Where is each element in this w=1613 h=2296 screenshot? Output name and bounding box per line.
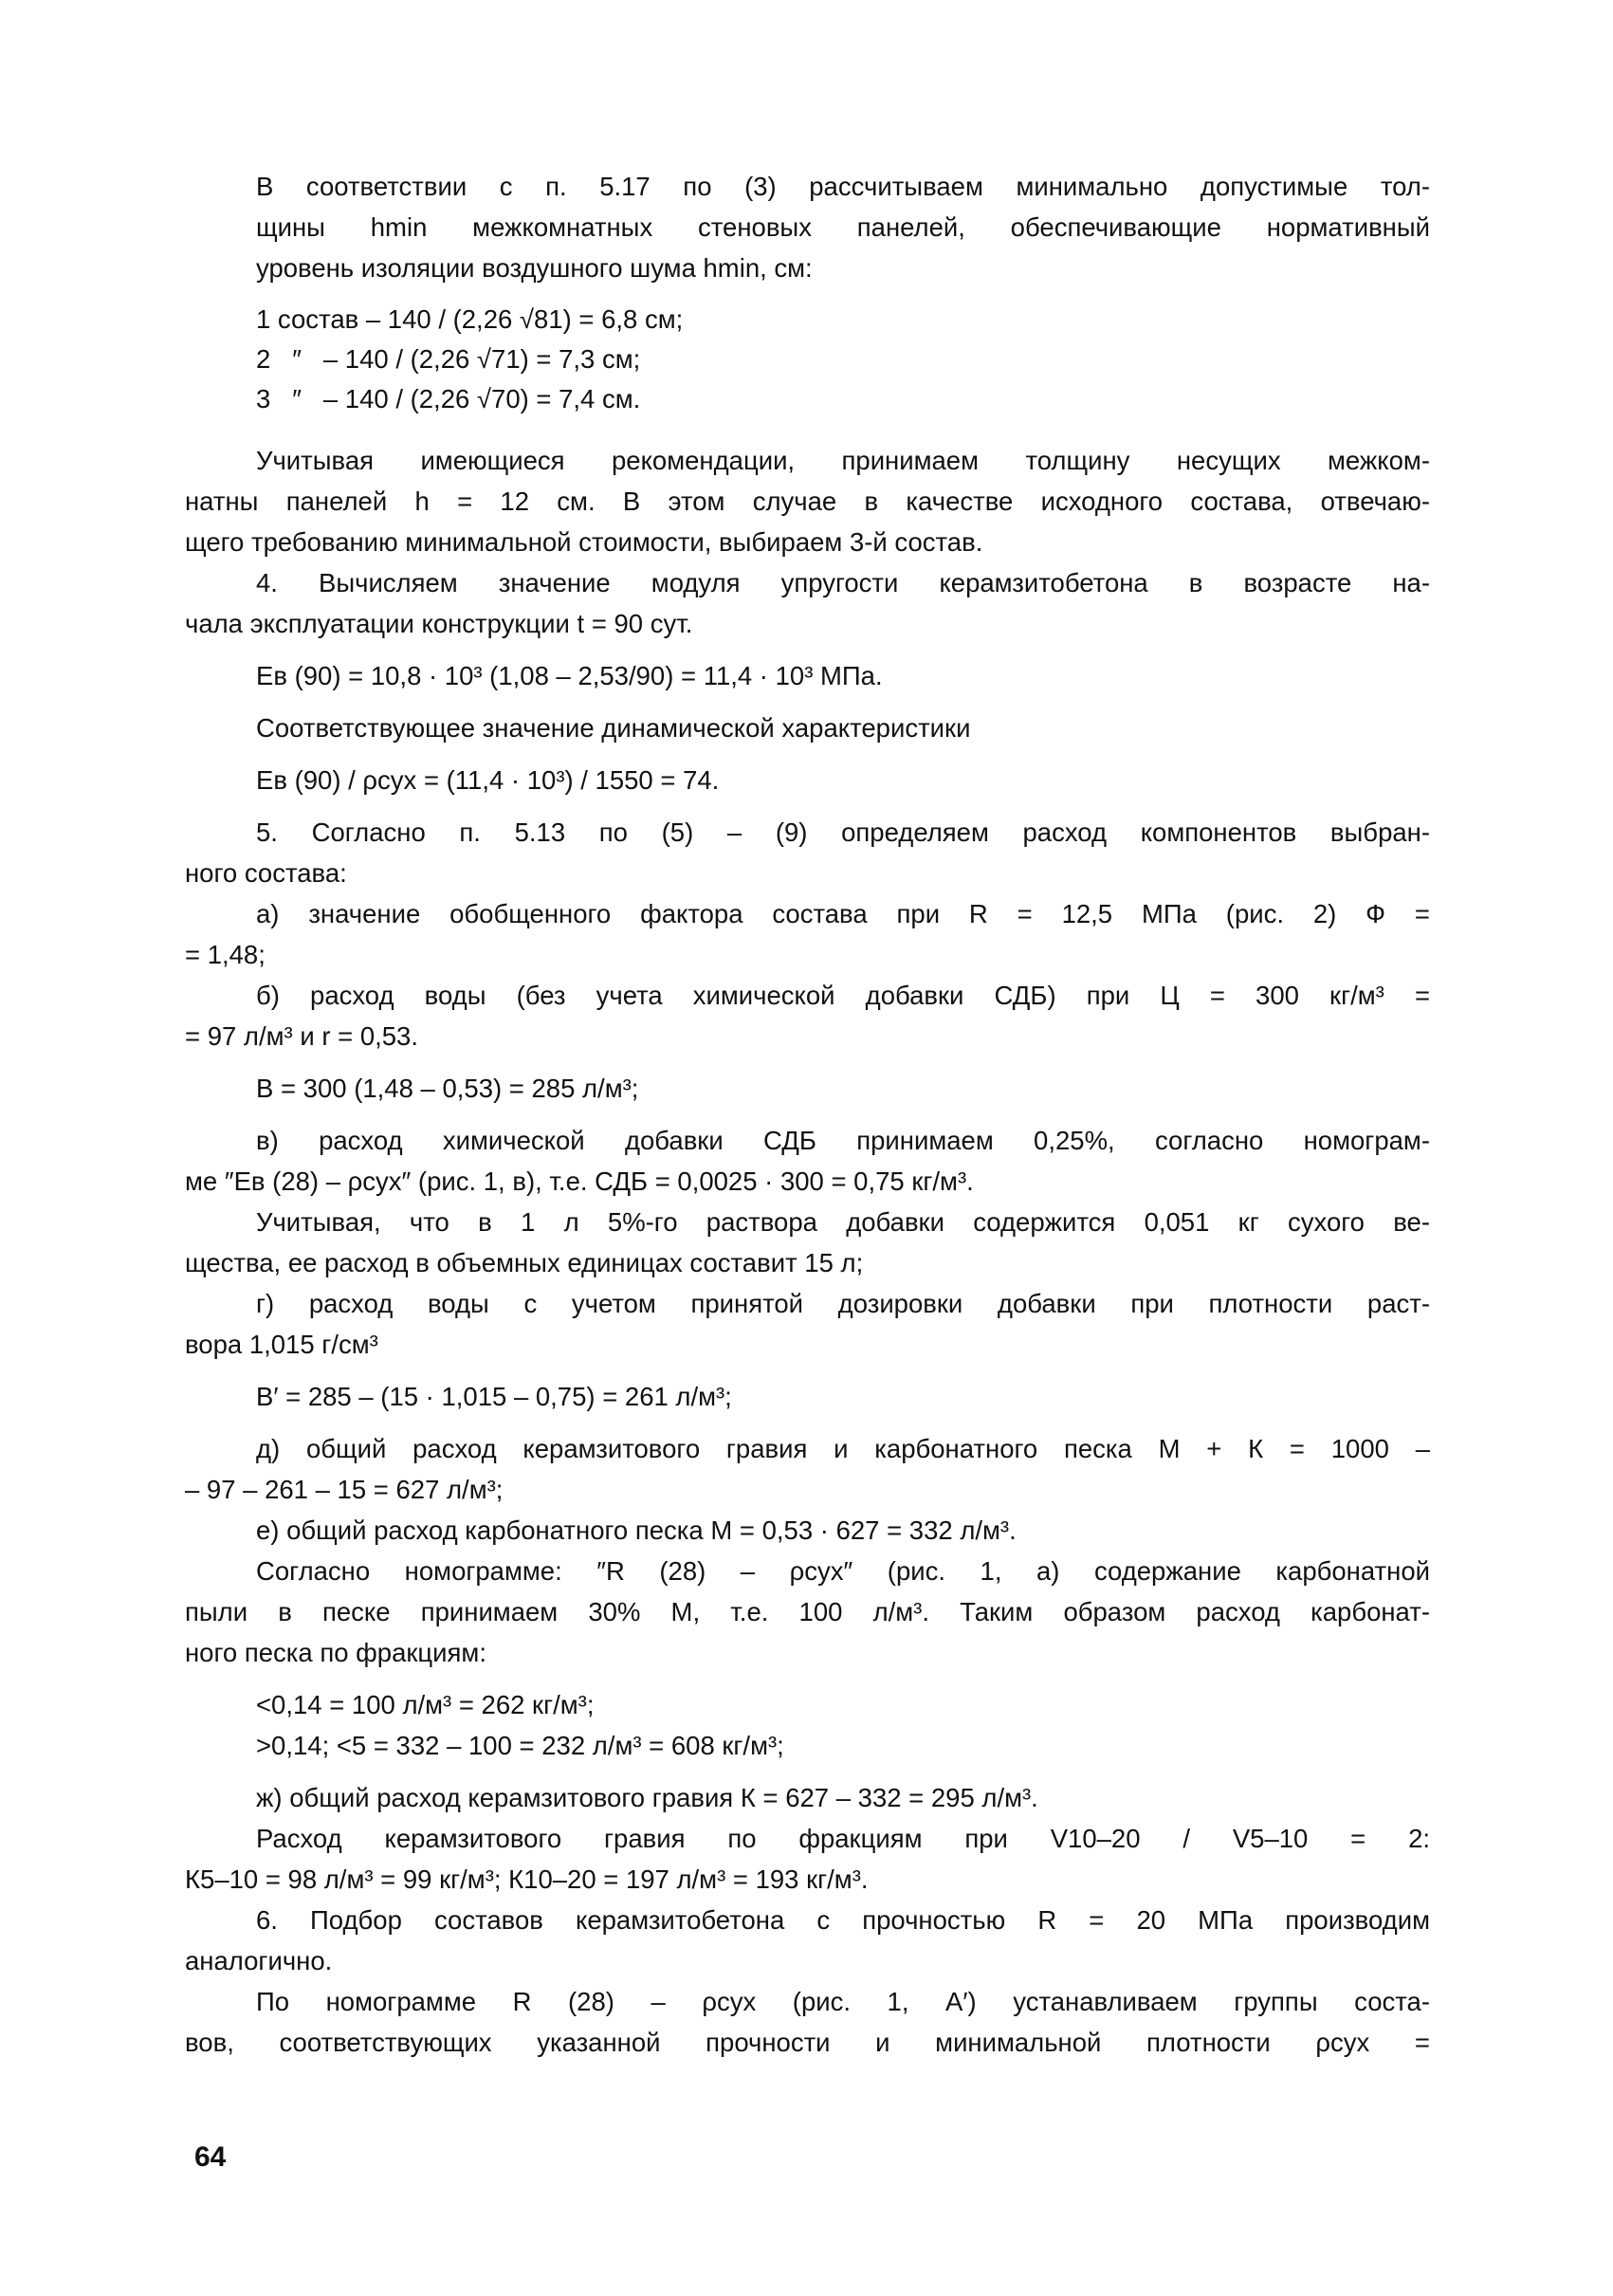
text-line: В соответствии с п. 5.17 по (3) рассчитываем минимально допустимые тол- [256,172,1430,201]
formula-line: 1 состав – 140 / (2,26 √81) = 6,8 см; [256,304,684,334]
formula-line: Eв (90) / ρсух = (11,4 · 10³) / 1550 = 74. [256,765,720,795]
text-line: = 97 л/м³ и r = 0,53. [185,1021,418,1051]
text-line: По номограмме R (28) – ρсух (рис. 1, А′) устанавливаем группы соста- [256,1987,1430,2016]
text-line: Расход керамзитового гравия по фракциям при V10–20 / V5–10 = 2: [256,1824,1430,1853]
text-line: Соответствующее значение динамической характеристики [256,713,971,743]
text-line: е) общий расход карбонатного песка М = 0,53 · 627 = 332 л/м³. [256,1515,1017,1545]
text-line: а) значение обобщенного фактора состава при R = 12,5 МПа (рис. 2) Ф = [256,899,1430,928]
text-line: Учитывая, что в 1 л 5%-го раствора добавки содержится 0,051 кг сухого ве- [256,1207,1430,1237]
text-line: в) расход химической добавки СДБ принимаем 0,25%, согласно номограм- [256,1126,1430,1155]
text-line: ж) общий расход керамзитового гравия К = 627 – 332 = 295 л/м³. [256,1783,1038,1812]
text-line: – 97 – 261 – 15 = 627 л/м³; [185,1475,504,1504]
text-line: аналогично. [185,1946,333,1975]
text-line: пыли в песке принимаем 30% М, т.е. 100 л/м³. Таким образом расход карбонат- [185,1597,1430,1626]
text-line: уровень изоляции воздушного шума hmin, см: [256,253,813,283]
page-number: 64 [194,2141,227,2173]
page-body [185,166,1430,2063]
text-line: Согласно номограмме: ″R (28) – ρсух″ (рис. 1, а) содержание карбонатной [256,1556,1430,1586]
formula-line: >0,14; <5 = 332 – 100 = 232 л/м³ = 608 кг/м³; [256,1731,784,1760]
text-line: щего требованию минимальной стоимости, выбираем 3-й состав. [185,527,983,557]
formula-line: 3 ″ – 140 / (2,26 √70) = 7,4 см. [256,384,641,413]
text-line: 5. Согласно п. 5.13 по (5) – (9) определяем расход компонентов выбран- [256,817,1430,847]
text-line: щины hmin межкомнатных стеновых панелей, обеспечивающие нормативный [256,212,1430,242]
formula-line: В = 300 (1,48 – 0,53) = 285 л/м³; [256,1074,639,1103]
text-line: К5–10 = 98 л/м³ = 99 кг/м³; К10–20 = 197 л/м³ = 193 кг/м³. [185,1864,869,1894]
text-line: = 1,48; [185,940,266,969]
text-line: Учитывая имеющиеся рекомендации, принимаем толщину несущих межком- [256,446,1430,475]
formula-line: 2 ″ – 140 / (2,26 √71) = 7,3 см; [256,344,641,374]
text-line: вов, соответствующих указанной прочности и минимальной плотности ρсух = [185,2028,1430,2057]
text-line: чала эксплуатации конструкции t = 90 сут. [185,609,693,638]
formula-line: В′ = 285 – (15 · 1,015 – 0,75) = 261 л/м³; [256,1382,732,1411]
text-line: натны панелей h = 12 см. В этом случае в качестве исходного состава, отвечаю- [185,487,1430,516]
text-line: щества, ее расход в объемных единицах составит 15 л; [185,1248,864,1277]
formula-line: <0,14 = 100 л/м³ = 262 кг/м³; [256,1690,595,1719]
formula-line: Eв (90) = 10,8 · 10³ (1,08 – 2,53/90) = 11,4 · 10³ МПа. [256,661,883,690]
text-line: ного состава: [185,858,347,888]
text-line: ного песка по фракциям: [185,1638,486,1667]
text-line: г) расход воды с учетом принятой дозировки добавки при плотности раст- [256,1289,1430,1318]
text-line: б) расход воды (без учета химической добавки СДБ) при Ц = 300 кг/м³ = [256,981,1430,1010]
text-line: ме ″Eв (28) – ρсух″ (рис. 1, в), т.е. СДБ = 0,0025 · 300 = 0,75 кг/м³. [185,1166,974,1196]
text-line: д) общий расход керамзитового гравия и карбонатного песка М + К = 1000 – [256,1434,1430,1463]
text-line: 4. Вычисляем значение модуля упругости керамзитобетона в возрасте на- [256,568,1430,597]
text-line: 6. Подбор составов керамзитобетона с прочностью R = 20 МПа производим [256,1905,1430,1935]
text-line: вора 1,015 г/см³ [185,1330,378,1359]
